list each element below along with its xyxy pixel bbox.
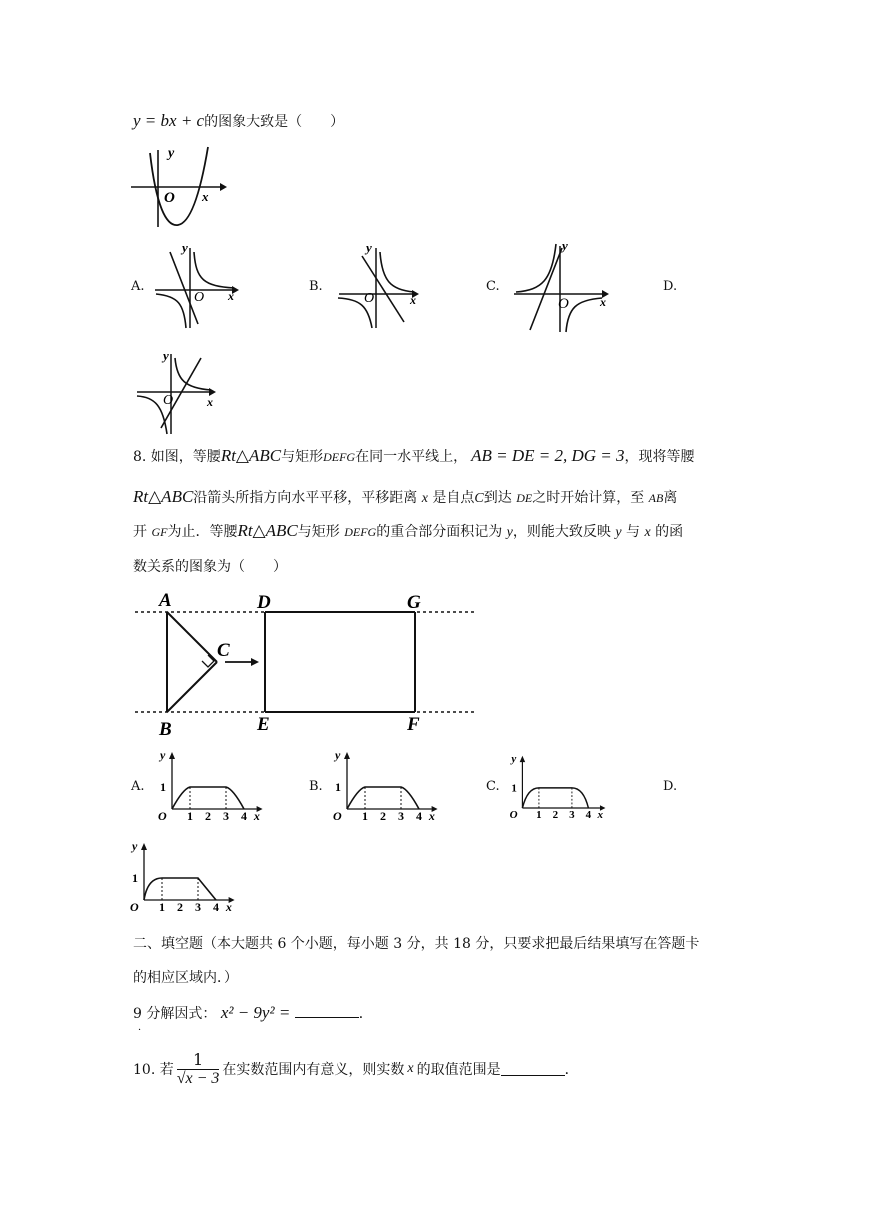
function-curve	[522, 788, 588, 808]
point-b-label: B	[159, 719, 172, 740]
variable-x: x	[644, 525, 651, 540]
q8-option-d-graph	[130, 840, 240, 916]
q8-text: 与矩形	[281, 449, 324, 465]
function-curve	[347, 787, 419, 809]
y-axis-label: y	[366, 240, 372, 255]
q10-label: 10. 若	[133, 1062, 174, 1078]
x-axis-label: x	[202, 189, 209, 204]
q8-option-c-label: C.	[486, 779, 500, 794]
origin-label: O	[194, 290, 205, 305]
q8-option-a-graph	[158, 749, 268, 825]
y-axis-arrow-icon	[169, 752, 175, 759]
q9-formula: x² − 9y² =	[220, 1003, 291, 1022]
point-c: C	[474, 491, 484, 506]
q8-option-b-graph	[333, 749, 443, 825]
section-2-line-1: 二、填空题（本大题共 6 个小题，每小题 3 分，共 18 分，只要求把最后结果填写在答题卡	[133, 936, 700, 952]
tick-label: 2	[380, 809, 386, 823]
q10-answer-blank[interactable]	[501, 1063, 565, 1076]
point-f-label: F	[407, 714, 420, 735]
y-axis-label: y	[511, 753, 517, 766]
rectangle-defg: DEFG	[344, 525, 377, 539]
x-axis-label: x	[597, 809, 603, 822]
tick-label: 4	[416, 809, 422, 823]
q10-text: 的取值范围是	[416, 1062, 501, 1078]
segment-gf: GF	[151, 525, 168, 539]
tick-label: 4	[213, 900, 219, 914]
q8-text: 沿箭头所指方向水平平移，平移距离	[193, 490, 418, 506]
variable-x: x	[421, 491, 428, 506]
tick-label-1: 1	[132, 871, 138, 885]
q7-option-d-label: D.	[663, 279, 678, 294]
y-axis-arrow-icon	[344, 752, 350, 759]
q9-end: ．	[358, 1006, 373, 1022]
tick-label: 1	[159, 900, 165, 914]
tick-label-1: 1	[335, 780, 341, 794]
y-axis-label: y	[168, 146, 175, 161]
y-axis-arrow-icon	[520, 756, 526, 762]
q9-label: 9 分解因式：	[133, 1006, 217, 1022]
function-curve	[144, 878, 216, 900]
point-a-label: A	[159, 590, 172, 611]
tick-label: 4	[241, 809, 247, 823]
x-axis-label: x	[428, 809, 435, 823]
x-axis-label: x	[600, 295, 606, 309]
tick-label: 4	[585, 809, 592, 822]
tick-label: 2	[177, 900, 183, 914]
variable-x: x	[407, 1061, 414, 1076]
q8-text: 8. 如图，等腰	[133, 449, 221, 465]
x-axis-label: x	[207, 395, 213, 409]
point-c-label: C	[217, 640, 230, 661]
y-axis-label: y	[335, 748, 341, 762]
q9	[133, 1003, 373, 1023]
q8-text: 与矩形	[297, 524, 340, 540]
q7-option-c-graph	[512, 240, 612, 334]
q7-option-b-graph	[336, 242, 424, 330]
q8-text: 是自点	[432, 490, 475, 506]
tick-label: 3	[195, 900, 201, 914]
origin-label: O	[158, 809, 167, 823]
y-axis-arrow-icon	[141, 843, 147, 850]
rt-triangle-abc: Rt△ABC	[220, 446, 282, 465]
q7-intro	[133, 111, 344, 131]
q8-text: 之时开始计算，至	[532, 490, 645, 506]
q7-option-b-label: B.	[309, 279, 323, 294]
x-axis-label: x	[410, 293, 416, 307]
x-axis-label: x	[253, 809, 260, 823]
origin-label: O	[558, 296, 569, 312]
q8-text: 开	[133, 524, 147, 540]
rt-triangle-abc: Rt△ABC	[237, 521, 298, 540]
y-axis-label: y	[182, 240, 188, 255]
q8-option-a-label: A.	[131, 779, 145, 794]
origin-label: O	[364, 291, 375, 306]
origin-label: O	[163, 393, 174, 408]
tick-label: 1	[362, 809, 368, 823]
q8-line-3	[133, 521, 683, 541]
variable-y: y	[615, 525, 622, 540]
origin-label: O	[164, 190, 175, 206]
q8-text: 为止．等腰	[167, 524, 238, 540]
tick-label-1: 1	[511, 782, 517, 795]
y-axis-label: y	[163, 348, 169, 363]
q8-text: ，现将等腰	[624, 449, 695, 465]
y-axis-label: y	[132, 839, 138, 853]
tick-label-1: 1	[160, 780, 166, 794]
tick-label: 3	[223, 809, 229, 823]
fraction-denominator: √x − 3	[176, 1070, 220, 1087]
q8-formula: AB = DE = 2, DG = 3	[471, 446, 625, 465]
variable-y: y	[506, 525, 513, 540]
tick-label: 1	[536, 809, 542, 822]
q7-intro-text: 的图象大致是（ ）	[204, 114, 345, 130]
q8-text: 离	[663, 490, 678, 506]
tick-label: 1	[187, 809, 193, 823]
q8-option-b-label: B.	[309, 779, 323, 794]
q8-line-1	[133, 446, 695, 466]
function-curve	[172, 787, 244, 809]
origin-label: O	[130, 900, 139, 914]
q8-text: 在同一水平线上，	[355, 449, 468, 465]
q10-end: ．	[564, 1062, 579, 1078]
q8-option-c-graph	[508, 753, 612, 822]
point-d-label: D	[257, 592, 271, 613]
tick-label: 3	[569, 809, 575, 822]
q10-text: 在实数范围内有意义，则实数	[222, 1062, 405, 1078]
q10	[133, 1050, 579, 1088]
q7-option-a-label: A.	[131, 279, 145, 294]
rt-triangle-abc: Rt△ABC	[133, 487, 194, 506]
q8-text: 到达	[483, 490, 512, 506]
q7-option-a-graph	[152, 242, 244, 330]
tick-label: 3	[398, 809, 404, 823]
point-g-label: G	[407, 592, 421, 613]
q7-option-c-label: C.	[486, 279, 500, 294]
q8-line-4: 数关系的图象为（ ）	[133, 559, 287, 575]
origin-label: O	[509, 809, 518, 822]
q8-text: 的重合部分面积记为	[376, 524, 503, 540]
q8-option-d-label: D.	[663, 779, 678, 794]
tick-label: 2	[552, 809, 559, 822]
q10-fraction	[177, 1050, 220, 1088]
q8-line-2	[133, 487, 677, 507]
segment-de: DE	[516, 491, 533, 505]
tick-label: 2	[205, 809, 211, 823]
y-axis-label: y	[160, 748, 166, 762]
q8-text: ，则能大致反映	[512, 524, 611, 540]
q8-text: 的函	[655, 524, 684, 540]
origin-label: O	[333, 809, 342, 823]
point-e-label: E	[257, 714, 270, 735]
q8-text: 与	[626, 524, 640, 540]
fraction-numerator: 1	[177, 1050, 220, 1070]
rectangle-defg: DEFG	[323, 450, 356, 464]
segment-ab: AB	[648, 491, 664, 505]
q8-figure	[135, 590, 480, 738]
y-axis-label: y	[562, 238, 568, 253]
q9-answer-blank[interactable]	[295, 1005, 359, 1018]
q9-stray-dot: ．	[138, 1022, 148, 1033]
section-2-line-2: 的相应区域内．）	[133, 970, 238, 986]
x-axis-label: x	[228, 289, 234, 303]
q7-option-d-graph	[135, 348, 223, 436]
x-axis-label: x	[225, 900, 232, 914]
q7-parabola-figure	[128, 145, 228, 230]
q7-formula: y = bx + c	[133, 111, 205, 130]
